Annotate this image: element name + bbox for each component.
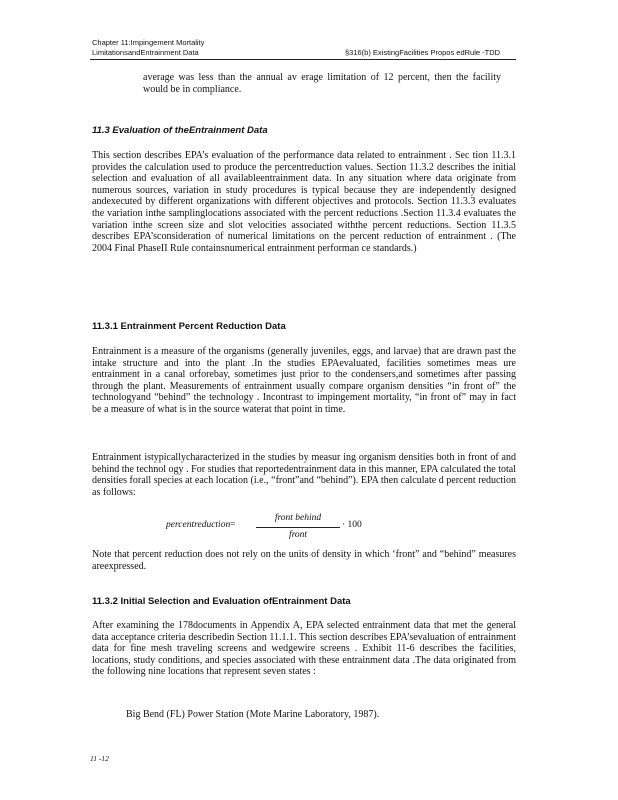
header-chapter: Chapter 11:Impingement Mortality — [92, 38, 205, 47]
section-heading-11-3: 11.3 Evaluation of theEntrainment Data — [92, 125, 268, 136]
section-11-3-paragraph: This section describes EPA’s evaluation of the performance data related to entrainment . Sec tion 11.3.1 provides the calculation used to produce the percentreduction values. Section 11.3.2 describes the initial selection and evaluation of all availableentrainment data. In any situation where data originate from numerous sources, variation in study procedures is typical because they are independently designed andexecuted by different organizations with different objectives and protocols. Section 11.3.3 evaluates the variation inthe samplinglocations associated with the percent reductions .Section 11.3.4 evaluates the variation inthe screen size and slot velocities associated withthe percent reductions. Section 11.3.5 describes EPA’sconsideration of numerical limitations on the percent reduction of entrainment . (The 2004 Final PhaseII Rule containsnumerical entrainment performan ce standards.) — [92, 150, 516, 254]
section-heading-11-3-2: 11.3.2 Initial Selection and Evaluation ofEntrainment Data — [92, 596, 351, 607]
formula-fraction-bar — [256, 527, 340, 528]
formula-numerator: front behind — [274, 513, 322, 523]
header-rule — [90, 59, 516, 60]
formula-denominator: front — [288, 530, 308, 540]
intro-paragraph: average was less than the annual av erage limitation of 12 percent, then the facility would be in compliance. — [143, 72, 501, 95]
bullet-item-big-bend: Big Bend (FL) Power Station (Mote Marine Laboratory, 1987). — [126, 709, 380, 720]
section-11-3-1-paragraph-2: Entrainment istypicallycharacterized in the studies by measur ing organism densities both in front of and behind the technol ogy . For studies that reportedentrainment data in this manner, EPA calculated the total densities forall species at each location (i.e., “front”and “behind”). EPA then calculate d percent reduction as follows: — [92, 452, 516, 498]
section-11-3-2-paragraph: After examining the 178documents in Appendix A, EPA selected entrainment data that met the general data acceptance criteria describedin Section 11.1.1. This section describes EPA’sevaluation of entrainment data for fine mesh traveling screens and wedgewire screens . Exhibit 11-6 describes the facilities, locations, study conditions, and species associated with these entrainment data .The data originated from the following nine locations that represent seven states : — [92, 620, 516, 678]
formula-equals: = — [230, 520, 236, 530]
page-number: 11 -12 — [90, 754, 109, 763]
running-header-right: §316(b) ExistingFacilities Propos edRule -TDD — [345, 48, 501, 57]
section-11-3-1-paragraph-3: Note that percent reduction does not rely on the units of density in which ‘front” and “behind” measures areexpressed. — [92, 549, 516, 572]
section-heading-11-3-1: 11.3.1 Entrainment Percent Reduction Data — [92, 321, 286, 332]
formula-lhs: percentreduction — [166, 520, 231, 530]
section-11-3-1-paragraph-1: Entrainment is a measure of the organisms (generally juveniles, eggs, and larvae) that are drawn past the intake structure and into the plant .In the studies EPAevaluated, facilities sometimes meas ure entrainment in a canal orforebay, sometimes just prior to the condensers,and sometimes after passing through the plant. Measurements of entrainment usually compare organism densities “in front of” the technologyand “behind” the technology . Incontrast to impingement mortality, “in front of” may in fact be a measure of what is in the source waterat that point in time. — [92, 346, 516, 415]
header-chapter-sub: LimitationsandEntrainment Data — [92, 48, 199, 57]
running-header-left — [92, 38, 204, 58]
formula-multiplier: · 100 — [342, 520, 362, 530]
